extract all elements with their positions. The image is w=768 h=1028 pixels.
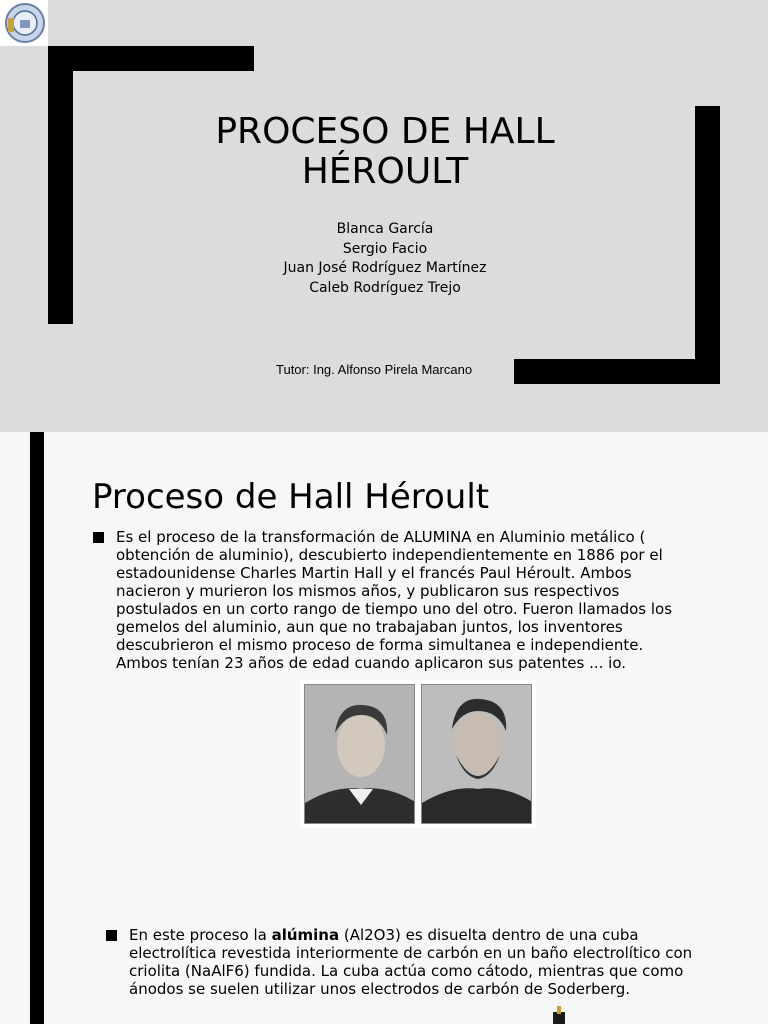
process-slide [0,866,768,1024]
author-name: Blanca García [336,221,434,237]
slide-heading: Proceso de Hall Héroult [92,477,490,517]
bullet-text-bold: alúmina [271,926,340,944]
author-name: Sergio Facio [342,240,428,257]
frame-top-left-horizontal [48,46,254,71]
bullet-text-post: (Al2O3) es disuelta dentro de una cuba electrolítica revestida interiormente de carbón en un baño electrolítico con criolita (NaAlF6) fundida. La cuba actúa como cátodo, mientras que como ánodos se suelen utilizar unos electrodos de carbón de Soderberg. [129,926,693,998]
bullet-marker [106,930,117,941]
bullet-marker [93,532,104,543]
inventor-portraits [300,680,536,828]
bullet-item [106,926,706,998]
author-name: Caleb Rodríguez Trejo [309,279,461,296]
portrait-charles-martin-hall [304,684,415,824]
content-slide [0,432,768,866]
diagram-fragment [548,1006,570,1024]
presentation-title: PROCESO DE HALL HÉROULT [215,111,555,192]
author-name: Juan José Rodríguez Martínez [283,260,487,276]
title-slide [0,0,768,432]
university-seal-icon [0,0,48,46]
bullet-text: Es el proceso de la transformación de ALUMINA en Aluminio metálico ( obtención de aluminio), descubierto independientemente en 1886 por el estadounidense Charles Martin Hall y el francés Paul Héroult. Ambos nacieron y murieron los mismos años, y publicaron sus respectivos postulados en un corto rango de tiempo uno del otro. Fueron llamados los gemelos del aluminio, aun que no trabajaban juntos, los inventores descubrieron el mismo proceso de forma simultanea e independiente. Ambos tenían 23 años de edad cuando aplicaron sus patentes ... io. [116,528,673,672]
bullet-text [129,926,706,998]
frame-bottom-right-vertical [695,106,720,384]
bullet-text-pre: En este proceso la [129,926,272,944]
tutor-line: Tutor: Ing. Alfonso Pirela Marcano [276,362,473,377]
accent-bar [30,432,44,866]
portrait-paul-heroult [421,684,532,824]
author-list [200,220,570,298]
frame-top-left-vertical [48,46,73,324]
bullet-item [93,528,693,672]
frame-bottom-right-horizontal [514,359,720,384]
accent-bar [30,866,44,1024]
